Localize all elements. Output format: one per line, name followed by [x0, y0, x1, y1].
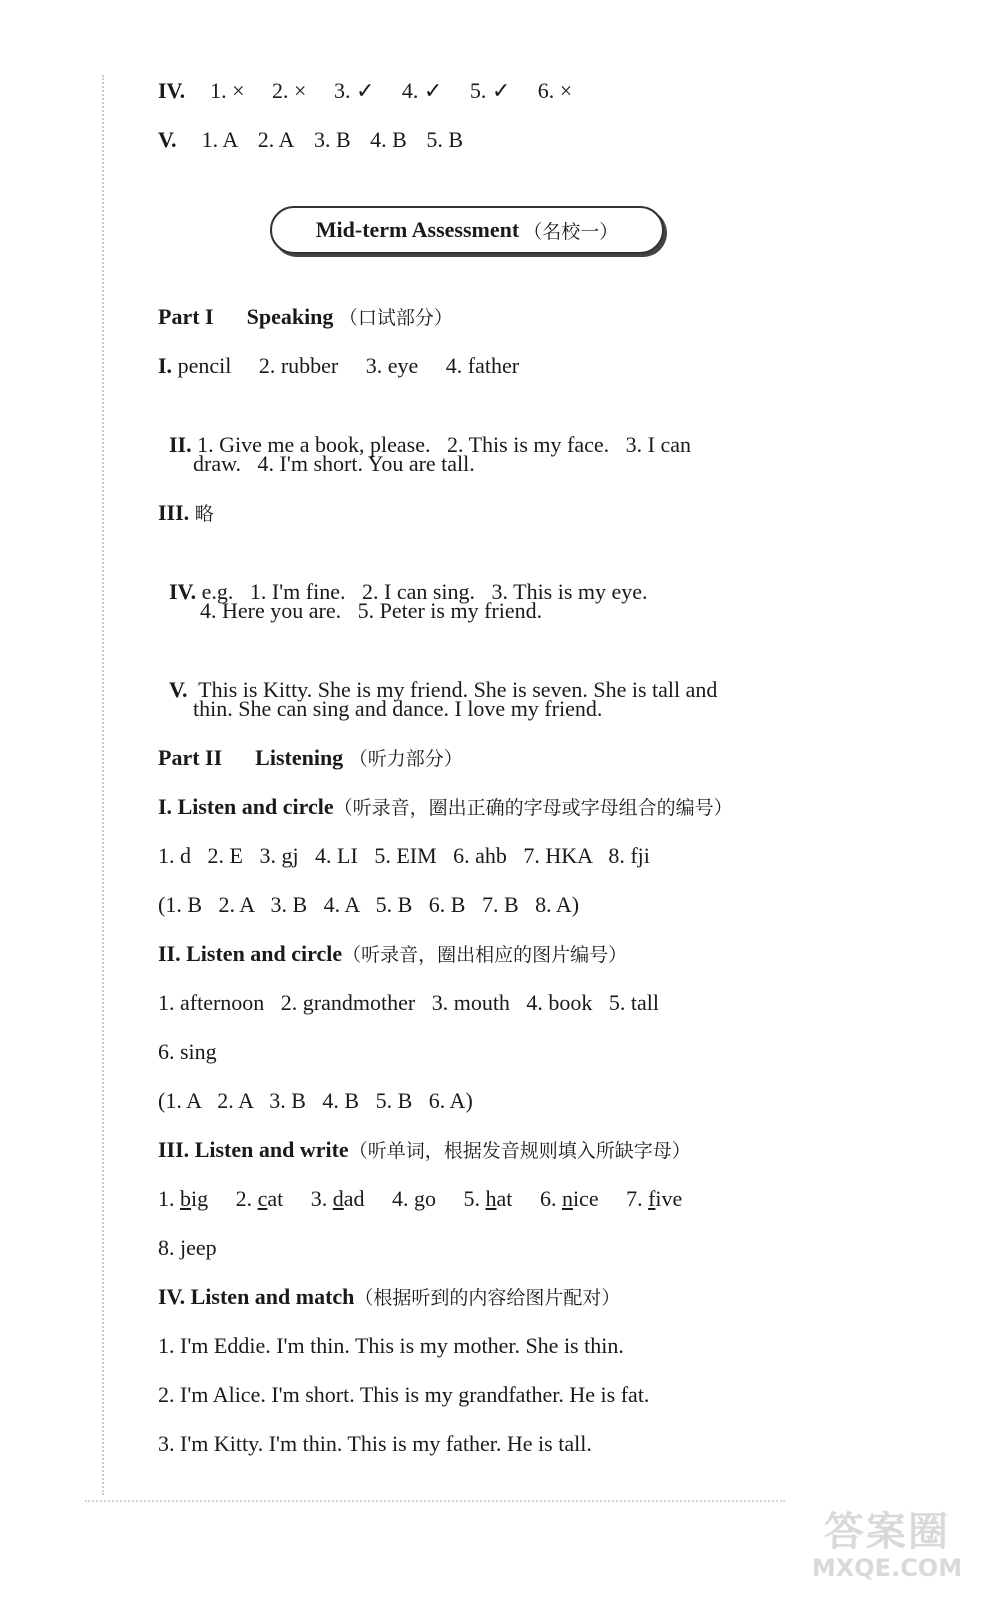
- part1-iii-line: III. 略: [158, 500, 214, 525]
- watermark-logo: 答案圈 MXQE.COM: [811, 1509, 963, 1582]
- part1-v-line1: V. This is Kitty. She is my friend. She is seven. She is tall and: [169, 677, 718, 702]
- banner-title: Mid-term Assessment: [315, 217, 520, 242]
- word-item: 2. cat: [235, 1186, 284, 1211]
- word-item: 4. go: [392, 1186, 437, 1211]
- word-item: 6. nice: [539, 1186, 599, 1211]
- part2-i-title: I. Listen and circle（听录音，圈出正确的字母或字母组合的编号）: [158, 794, 733, 819]
- binding-margin-line: [102, 75, 104, 1495]
- word-item: 1. big: [158, 1186, 209, 1211]
- part2-iii-line2: 8. jeep: [158, 1235, 217, 1260]
- answer-line-iv-top: IV. 1. × 2. × 3. ✓ 4. ✓ 5. ✓ 6. ×: [158, 78, 573, 103]
- answer-line-v-top: V. 1. A 2. A 3. B 4. B 5. B: [158, 127, 463, 152]
- part2-i-line2: (1. B 2. A 3. B 4. A 5. B 6. B 7. B 8. A): [158, 892, 580, 917]
- part2-heading: Part II Listening （听力部分）: [158, 745, 463, 770]
- part2-i-line1: 1. d 2. E 3. gj 4. LI 5. EIM 6. ahb 7. HKA 8. fji: [158, 843, 650, 868]
- part2-iv-line2: 2. I'm Alice. I'm short. This is my grandfather. He is fat.: [158, 1382, 650, 1407]
- part2-iii-words: [158, 1184, 682, 1214]
- word-item: 3. dad: [310, 1186, 365, 1211]
- banner-subtitle: （名校一）: [523, 220, 619, 243]
- bottom-dotted-rule: [85, 1500, 785, 1502]
- assessment-banner: [270, 206, 664, 254]
- section-label: IV.: [158, 78, 186, 103]
- part2-iv-line1: 1. I'm Eddie. I'm thin. This is my mother. She is thin.: [158, 1333, 624, 1358]
- part1-iv-line2: 4. Here you are. 5. Peter is my friend.: [200, 598, 543, 623]
- part2-iii-title: III. Listen and write（听单词，根据发音规则填入所缺字母）: [158, 1137, 691, 1162]
- part1-iv-line1: IV. e.g. 1. I'm fine. 2. I can sing. 3. This is my eye.: [169, 579, 648, 604]
- part2-ii-line2: 6. sing: [158, 1039, 217, 1064]
- part1-i-line: I. pencil 2. rubber 3. eye 4. father: [158, 353, 520, 378]
- part1-heading: Part I Speaking （口试部分）: [158, 304, 453, 329]
- word-item: 7. five: [626, 1186, 683, 1211]
- part2-ii-title: II. Listen and circle（听录音，圈出相应的图片编号）: [158, 941, 628, 966]
- word-item: 5. hat: [463, 1186, 513, 1211]
- part1-ii-line2: draw. 4. I'm short. You are tall.: [193, 451, 475, 476]
- section-label: V.: [158, 127, 177, 152]
- part2-ii-line1: 1. afternoon 2. grandmother 3. mouth 4. book 5. tall: [158, 990, 660, 1015]
- part1-ii-line1: II. 1. Give me a book, please. 2. This is my face. 3. I can: [169, 432, 691, 457]
- part2-iv-line3: 3. I'm Kitty. I'm thin. This is my father. He is tall.: [158, 1431, 592, 1456]
- part2-iv-title: IV. Listen and match（根据听到的内容给图片配对）: [158, 1284, 621, 1309]
- part1-v-line2: thin. She can sing and dance. I love my friend.: [193, 696, 603, 721]
- part2-ii-line3: (1. A 2. A 3. B 4. B 5. B 6. A): [158, 1088, 473, 1113]
